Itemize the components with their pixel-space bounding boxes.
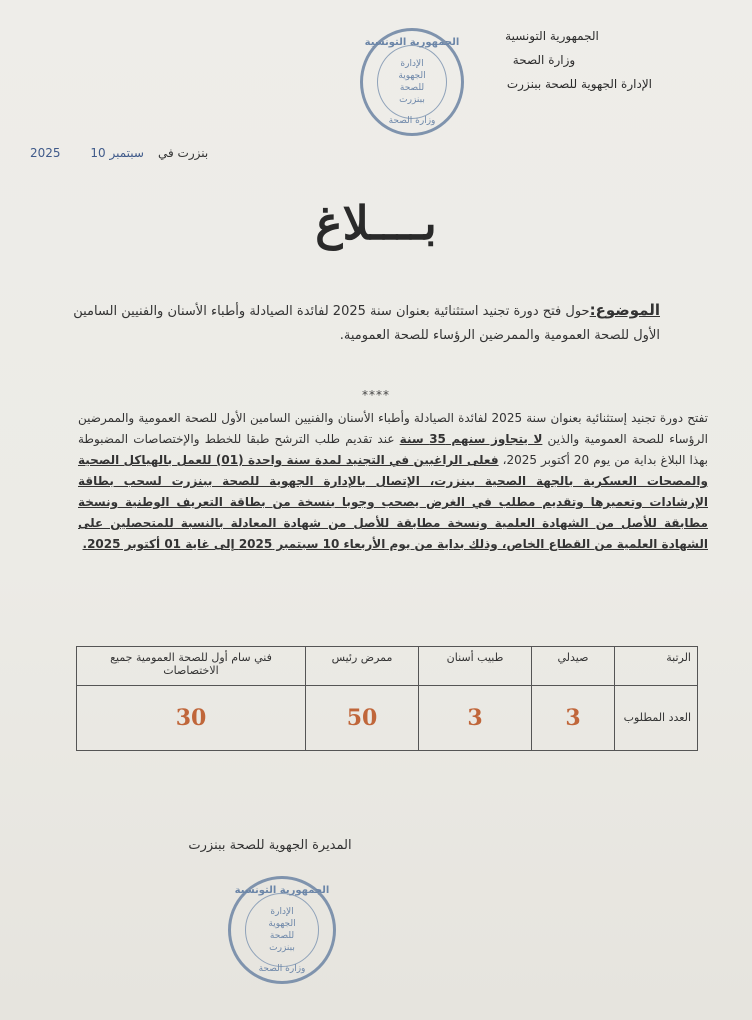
separator: **** bbox=[362, 388, 390, 402]
official-stamp-bottom bbox=[228, 876, 336, 984]
table-header-pharmacist: صيدلي bbox=[532, 647, 615, 686]
body-paragraph-2: عند تقديم طلب الترشح طبقا للخطط والإختصاصات المضبوطة بهذا البلاغ بداية من يوم 20 أكتوبر 2025، bbox=[78, 432, 708, 467]
subject bbox=[60, 298, 660, 348]
stamp-ring-bottom-text: وزارة الصحة bbox=[388, 116, 436, 126]
age-limit: لا يتجاوز سنهم 35 سنة bbox=[399, 432, 543, 446]
table-row bbox=[77, 686, 698, 751]
page-title: بــــلاغ bbox=[315, 196, 437, 250]
value-senior-technician: 30 bbox=[77, 686, 306, 751]
value-dentist: 3 bbox=[419, 686, 532, 751]
announcement-body bbox=[78, 408, 708, 555]
date-day: 10 bbox=[90, 146, 106, 160]
subject-label: الموضوع: bbox=[589, 301, 660, 319]
table-header-senior-technician: فني سام أول للصحة العمومية جميع الاختصاصات bbox=[77, 647, 306, 686]
table-header-rank: الرتبة bbox=[615, 647, 698, 686]
letterhead-ministry: وزارة الصحة bbox=[512, 53, 576, 67]
body-paragraph-1: تفتح دورة تجنيد إستثنائية بعنوان سنة 2025 لفائدة الصيادلة وأطباء الأسنان والفنيين السامين الأول للصحة العمومية والممرضين الرؤساء للصحة العمومية والذين bbox=[78, 411, 708, 446]
date-label: بنزرت في bbox=[158, 146, 209, 160]
stamp-inner-line: الإدارة bbox=[400, 59, 424, 69]
subject-text: حول فتح دورة تجنيد استثنائية بعنوان سنة 2025 لفائدة الصيادلة وأطباء الأسنان والفنيين السامين الأول للصحة العمومية والممرضين الرؤساء للصحة العمومية. bbox=[73, 304, 660, 343]
stamp-inner-line: للصحة bbox=[269, 931, 295, 941]
letterhead-directorate: الإدارة الجهوية للصحة ببنزرت bbox=[506, 77, 652, 91]
positions-table bbox=[76, 646, 698, 751]
stamp-inner-line: الإدارة bbox=[270, 907, 294, 917]
official-stamp-top bbox=[360, 28, 464, 136]
letterhead bbox=[452, 24, 652, 96]
table-header-row bbox=[77, 647, 698, 686]
stamp-inner-line: ببنزرت bbox=[269, 943, 295, 953]
stamp-ring-bottom-text: وزارة الصحة bbox=[258, 964, 306, 974]
stamp-inner-ring bbox=[245, 893, 319, 967]
stamp-inner-ring bbox=[377, 45, 447, 119]
stamp-inner-line: الجهوية bbox=[398, 71, 426, 81]
signature-title: المديرة الجهوية للصحة ببنزرت bbox=[188, 838, 352, 853]
value-head-nurse: 50 bbox=[306, 686, 419, 751]
letterhead-republic: الجمهورية التونسية bbox=[505, 29, 599, 43]
stamp-inner-line: الجهوية bbox=[268, 919, 296, 929]
value-pharmacist: 3 bbox=[532, 686, 615, 751]
table-header-dentist: طبيب أسنان bbox=[419, 647, 532, 686]
table-header-head-nurse: ممرض رئيس bbox=[306, 647, 419, 686]
stamp-ring-top-text: الجمهورية التونسية bbox=[364, 37, 460, 48]
date-month-year: 2025 سبتمبر bbox=[30, 146, 144, 160]
stamp-ring-top-text: الجمهورية التونسية bbox=[234, 885, 330, 896]
stamp-inner-line: للصحة bbox=[399, 83, 425, 93]
body-paragraph-3: فعلى الراغبين في التجنيد لمدة سنة واحدة (01) للعمل بالهياكل الصحية والمصحات العسكرية بالجهة الصحية ببنزرت، الإتصال بالإدارة الجهوية للصحة ببنزرت لسحب بطاقة الإرشادات وتعميرها وتقديم مطلب في الغرض يصحب وجوبا بنسخة من بطاقة التعريف الوطنية ونسخة مطابقة للأصل من الشهادة العلمية ونسخة مطابقة للأصل من شهادة المعادلة بالنسبة للمتحصلين على الشهادة العلمية من القطاع الخاص، وذلك بداية من يوم الأربعاء 10 سبتمبر 2025 إلى غاية 01 أكتوبر 2025. bbox=[78, 453, 708, 551]
stamp-inner-line: ببنزرت bbox=[399, 95, 425, 105]
table-row-label: العدد المطلوب bbox=[615, 686, 698, 751]
